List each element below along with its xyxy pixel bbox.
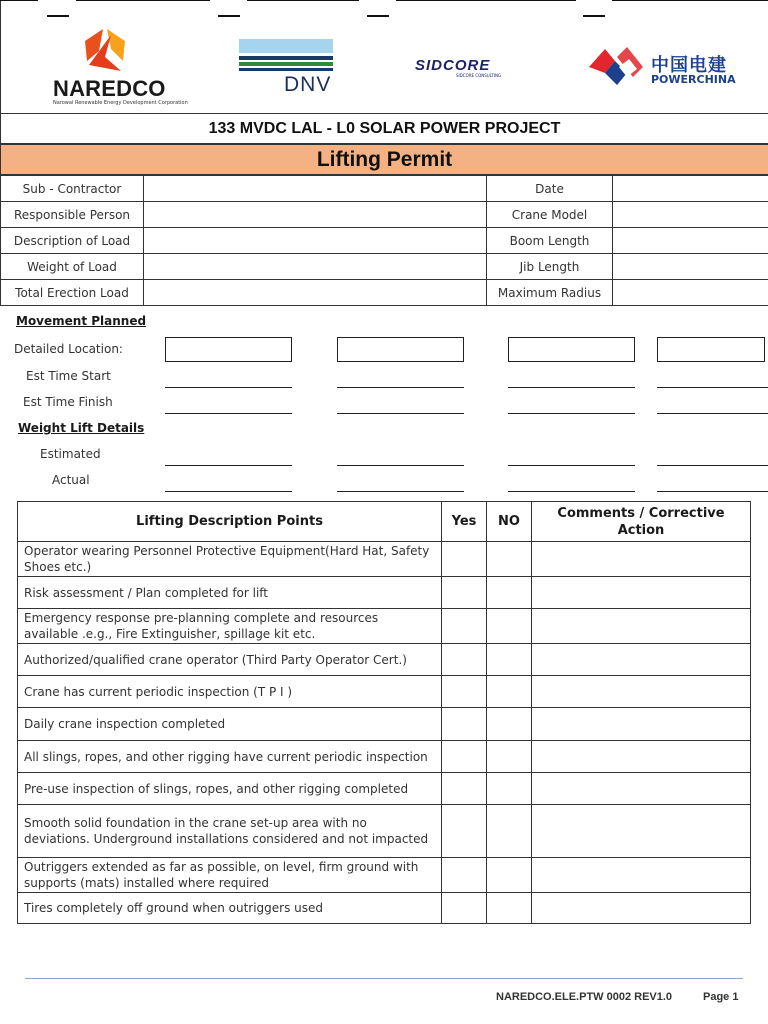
comments-cell[interactable] — [532, 773, 751, 805]
checklist-row — [18, 858, 751, 893]
checklist-point: Authorized/qualified crane operator (Third Party Operator Cert.) — [18, 644, 442, 676]
info-label: Date — [487, 176, 613, 202]
checklist-point: Tires completely off ground when outriggers used — [18, 893, 442, 924]
checklist-point: Daily crane inspection completed — [18, 708, 442, 741]
est-time-start-line-1[interactable] — [165, 387, 292, 388]
sidcore-name: SIDCORE — [415, 57, 491, 74]
footer-doc-code: NAREDCO.ELE.PTW 0002 REV1.0 — [496, 991, 673, 1003]
comments-cell[interactable] — [532, 708, 751, 741]
actual-line-1[interactable] — [165, 491, 292, 492]
actual-line-3[interactable] — [508, 491, 635, 492]
checklist-point: Risk assessment / Plan completed for lift — [18, 577, 442, 609]
dnv-name: DNV — [284, 73, 332, 96]
checklist-point: Outriggers extended as far as possible, on level, firm ground with supports (mats) installed where required — [18, 858, 442, 893]
location-box-1[interactable] — [165, 337, 292, 362]
permit-title: Lifting Permit — [0, 144, 768, 175]
est-time-finish-line-4[interactable] — [657, 413, 768, 414]
boom-length-field[interactable] — [613, 228, 768, 254]
no-cell[interactable] — [487, 858, 532, 893]
est-time-finish-line-2[interactable] — [337, 413, 464, 414]
yes-cell[interactable] — [442, 858, 487, 893]
maximum-radius-field[interactable] — [613, 280, 768, 306]
lifting-checklist-table — [17, 501, 751, 924]
no-cell[interactable] — [487, 805, 532, 858]
yes-cell[interactable] — [442, 773, 487, 805]
no-cell[interactable] — [487, 773, 532, 805]
checklist-row — [18, 609, 751, 644]
est-time-finish-label: Est Time Finish — [23, 395, 113, 409]
est-time-start-label: Est Time Start — [26, 369, 111, 383]
checklist-point: Smooth solid foundation in the crane set-up area with no deviations. Underground installations considered and not impacted — [18, 805, 442, 858]
actual-label: Actual — [52, 473, 90, 487]
estimated-line-2[interactable] — [337, 465, 464, 466]
permit-info-table — [0, 175, 768, 306]
checklist-point: Emergency response pre-planning complete and resources available .e.g., Fire Extinguisher, spillage kit etc. — [18, 609, 442, 644]
info-label: Crane Model — [487, 202, 613, 228]
comments-cell[interactable] — [532, 542, 751, 577]
points-header: Lifting Description Points — [18, 502, 442, 542]
est-time-finish-line-3[interactable] — [508, 413, 635, 414]
comments-cell[interactable] — [532, 858, 751, 893]
location-box-3[interactable] — [508, 337, 635, 362]
estimated-line-1[interactable] — [165, 465, 292, 466]
jib-length-field[interactable] — [613, 254, 768, 280]
yes-cell[interactable] — [442, 741, 487, 773]
total-erection-load-field[interactable] — [144, 280, 487, 306]
comments-cell[interactable] — [532, 893, 751, 924]
yes-header: Yes — [442, 502, 487, 542]
est-time-start-line-3[interactable] — [508, 387, 635, 388]
yes-cell[interactable] — [442, 609, 487, 644]
est-time-start-line-2[interactable] — [337, 387, 464, 388]
comments-header: Comments / Corrective Action — [532, 502, 751, 542]
naredco-name: NAREDCO — [53, 76, 166, 101]
actual-line-2[interactable] — [337, 491, 464, 492]
checklist-row — [18, 708, 751, 741]
responsible-person-field[interactable] — [144, 202, 487, 228]
checklist-header-row — [18, 502, 751, 542]
yes-cell[interactable] — [442, 708, 487, 741]
project-title: 133 MVDC LAL - L0 SOLAR POWER PROJECT — [0, 114, 768, 144]
no-cell[interactable] — [487, 644, 532, 676]
naredco-subtitle: Narowal Renewable Energy Development Corporation — [53, 100, 188, 106]
checklist-row — [18, 893, 751, 924]
checklist-point: Operator wearing Personnel Protective Equipment(Hard Hat, Safety Shoes etc.) — [18, 542, 442, 577]
no-cell[interactable] — [487, 893, 532, 924]
comments-cell[interactable] — [532, 609, 751, 644]
footer-divider — [25, 978, 743, 979]
info-row — [1, 202, 768, 228]
no-cell[interactable] — [487, 577, 532, 609]
yes-cell[interactable] — [442, 542, 487, 577]
movement-planned-heading: Movement Planned — [16, 314, 147, 328]
location-box-4[interactable] — [657, 337, 765, 362]
comments-cell[interactable] — [532, 644, 751, 676]
no-cell[interactable] — [487, 708, 532, 741]
no-cell[interactable] — [487, 676, 532, 708]
est-time-start-line-4[interactable] — [657, 387, 768, 388]
weight-of-load-field[interactable] — [144, 254, 487, 280]
info-row — [1, 176, 768, 202]
no-cell[interactable] — [487, 609, 532, 644]
info-row — [1, 254, 768, 280]
checklist-point: Pre-use inspection of slings, ropes, and other rigging completed — [18, 773, 442, 805]
no-header: NO — [487, 502, 532, 542]
comments-cell[interactable] — [532, 741, 751, 773]
checklist-row — [18, 542, 751, 577]
yes-cell[interactable] — [442, 644, 487, 676]
yes-cell[interactable] — [442, 805, 487, 858]
yes-cell[interactable] — [442, 893, 487, 924]
comments-cell[interactable] — [532, 676, 751, 708]
yes-cell[interactable] — [442, 577, 487, 609]
footer-page-number: Page 1 — [703, 991, 739, 1003]
weight-lift-heading: Weight Lift Details — [18, 421, 145, 435]
estimated-line-3[interactable] — [508, 465, 635, 466]
estimated-line-4[interactable] — [657, 465, 768, 466]
date-field[interactable] — [613, 176, 768, 202]
location-box-2[interactable] — [337, 337, 464, 362]
checklist-row — [18, 805, 751, 858]
info-label: Total Erection Load — [1, 280, 144, 306]
yes-cell[interactable] — [442, 676, 487, 708]
estimated-label: Estimated — [40, 447, 101, 461]
info-label: Description of Load — [1, 228, 144, 254]
no-cell[interactable] — [487, 741, 532, 773]
dnv-logo-icon — [239, 39, 333, 73]
checklist-row — [18, 676, 751, 708]
info-label: Maximum Radius — [487, 280, 613, 306]
description-of-load-field[interactable] — [144, 228, 487, 254]
crane-model-field[interactable] — [613, 202, 768, 228]
checklist-row — [18, 773, 751, 805]
comments-cell[interactable] — [532, 577, 751, 609]
checklist-point: Crane has current periodic inspection (T P I ) — [18, 676, 442, 708]
sidcore-subtitle: SIDCORE CONSULTING — [456, 73, 502, 78]
logo-band — [0, 1, 768, 114]
no-cell[interactable] — [487, 542, 532, 577]
actual-line-4[interactable] — [657, 491, 768, 492]
info-label: Responsible Person — [1, 202, 144, 228]
info-label: Boom Length — [487, 228, 613, 254]
info-label: Weight of Load — [1, 254, 144, 280]
powerchina-name-en: POWERCHINA — [651, 73, 736, 86]
powerchina-logo-icon — [589, 47, 643, 87]
powerchina-name-cn: 中国电建 — [651, 55, 727, 76]
info-row — [1, 280, 768, 306]
info-label: Sub - Contractor — [1, 176, 144, 202]
info-row — [1, 228, 768, 254]
checklist-row — [18, 644, 751, 676]
checklist-row — [18, 741, 751, 773]
info-label: Jib Length — [487, 254, 613, 280]
sub-contractor-field[interactable] — [144, 176, 487, 202]
checklist-point: All slings, ropes, and other rigging have current periodic inspection — [18, 741, 442, 773]
detailed-location-label: Detailed Location: — [14, 342, 123, 356]
comments-cell[interactable] — [532, 805, 751, 858]
checklist-row — [18, 577, 751, 609]
est-time-finish-line-1[interactable] — [165, 413, 292, 414]
naredco-logo-icon — [81, 27, 129, 75]
